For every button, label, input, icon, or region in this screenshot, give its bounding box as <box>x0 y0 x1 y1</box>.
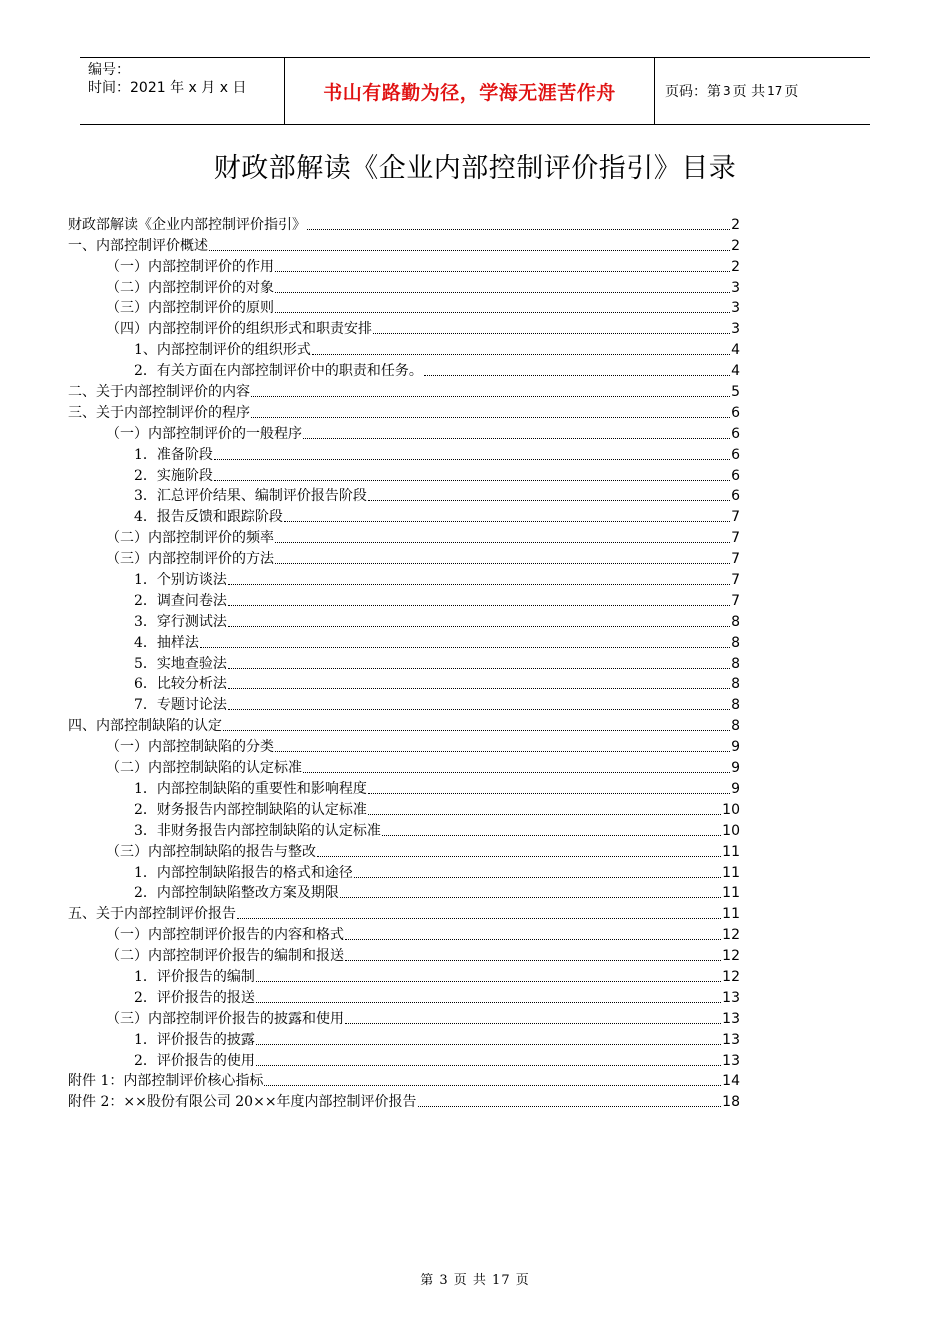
toc-entry-title: （一）内部控制评价的一般程序 <box>106 425 302 442</box>
toc-entry[interactable] <box>68 464 740 485</box>
toc-entry-title: （一）内部控制评价的作用 <box>106 258 274 275</box>
toc-entry-page: 8 <box>731 676 740 693</box>
toc-entry[interactable] <box>68 338 740 359</box>
toc-entry[interactable] <box>68 923 740 944</box>
page-total: 17 <box>767 84 783 98</box>
toc-entry-title: （一）内部控制评价报告的内容和格式 <box>106 927 344 944</box>
toc-entry-page: 18 <box>722 1094 740 1111</box>
toc-entry-page: 8 <box>731 634 740 651</box>
toc-dot-leader <box>275 751 730 752</box>
toc-entry[interactable] <box>68 443 740 464</box>
toc-entry[interactable] <box>68 840 740 861</box>
toc-dot-leader <box>382 835 721 836</box>
toc-dot-leader <box>256 1002 721 1003</box>
toc-dot-leader <box>354 877 721 878</box>
toc-entry-title: 1．内部控制缺陷的重要性和影响程度 <box>134 780 367 797</box>
toc-dot-leader <box>228 709 730 710</box>
toc-entry[interactable] <box>68 652 740 673</box>
toc-entry-title: （二）内部控制评价报告的编制和报送 <box>106 948 344 965</box>
toc-entry[interactable] <box>68 693 740 714</box>
toc-entry[interactable] <box>68 902 740 923</box>
toc-entry-page: 3 <box>731 321 740 338</box>
page-mid: 页 共 <box>732 84 766 100</box>
toc-entry-page: 5 <box>731 384 740 401</box>
toc-entry-page: 9 <box>731 780 740 797</box>
toc-dot-leader <box>228 688 730 689</box>
toc-entry[interactable] <box>68 735 740 756</box>
toc-entry[interactable] <box>68 965 740 986</box>
toc-entry-page: 3 <box>731 279 740 296</box>
toc-entry-page: 6 <box>731 425 740 442</box>
toc-dot-leader <box>237 918 721 919</box>
toc-entry[interactable] <box>68 861 740 882</box>
toc-entry-title: 附件 2：××股份有限公司 20××年度内部控制评价报告 <box>68 1094 417 1111</box>
toc-entry[interactable] <box>68 610 740 631</box>
toc-dot-leader <box>368 814 721 815</box>
toc-dot-leader <box>307 229 730 230</box>
toc-entry-page: 7 <box>731 572 740 589</box>
toc-entry-title: （三）内部控制评价的原则 <box>106 300 274 317</box>
toc-entry[interactable] <box>68 547 740 568</box>
toc-dot-leader <box>256 1065 721 1066</box>
toc-dot-leader <box>251 396 730 397</box>
toc-entry-page: 8 <box>731 655 740 672</box>
table-of-contents <box>68 213 740 1111</box>
toc-entry-title: （二）内部控制评价的对象 <box>106 279 274 296</box>
toc-entry[interactable] <box>68 819 740 840</box>
toc-entry[interactable] <box>68 1049 740 1070</box>
toc-entry[interactable] <box>68 1028 740 1049</box>
toc-entry[interactable] <box>68 317 740 338</box>
toc-dot-leader <box>256 981 721 982</box>
toc-entry[interactable] <box>68 401 740 422</box>
toc-entry-title: （一）内部控制缺陷的分类 <box>106 739 274 756</box>
toc-entry-page: 7 <box>731 551 740 568</box>
page-suffix: 页 <box>784 84 799 100</box>
toc-entry-title: 6．比较分析法 <box>134 676 227 693</box>
toc-entry-title: （二）内部控制缺陷的认定标准 <box>106 760 302 777</box>
toc-dot-leader <box>228 626 730 627</box>
toc-dot-leader <box>200 647 730 648</box>
toc-entry-title: 7．专题讨论法 <box>134 697 227 714</box>
toc-entry-title: 1．评价报告的编制 <box>134 968 255 985</box>
toc-entry-page: 12 <box>722 968 740 985</box>
toc-entry-title: （三）内部控制缺陷的报告与整改 <box>106 843 316 860</box>
toc-entry-page: 8 <box>731 613 740 630</box>
toc-entry-page: 4 <box>731 342 740 359</box>
page-current: 3 <box>723 84 731 98</box>
toc-entry-page: 6 <box>731 446 740 463</box>
toc-entry[interactable] <box>68 777 740 798</box>
toc-entry-title: 1．评价报告的披露 <box>134 1031 255 1048</box>
toc-entry[interactable] <box>68 485 740 506</box>
toc-entry-title: 一、内部控制评价概述 <box>68 237 208 254</box>
toc-entry-page: 7 <box>731 509 740 526</box>
toc-entry-title: 二、关于内部控制评价的内容 <box>68 384 250 401</box>
toc-entry-page: 10 <box>722 801 740 818</box>
page-footer: 第 3 页 共 17 页 <box>420 1273 530 1288</box>
toc-dot-leader <box>228 584 730 585</box>
toc-entry[interactable] <box>68 631 740 652</box>
document-title: 财政部解读《企业内部控制评价指引》目录 <box>213 153 737 184</box>
header-page-info <box>655 58 870 124</box>
toc-entry[interactable] <box>68 505 740 526</box>
toc-entry-title: 附件 1：内部控制评价核心指标 <box>68 1073 264 1090</box>
toc-entry-title: 5．实地查验法 <box>134 655 227 672</box>
toc-entry[interactable] <box>68 213 740 234</box>
toc-dot-leader <box>209 250 730 251</box>
toc-entry-page: 2 <box>731 258 740 275</box>
toc-entry[interactable] <box>68 1007 740 1028</box>
toc-dot-leader <box>418 1106 722 1107</box>
toc-entry[interactable] <box>68 276 740 297</box>
toc-entry-title: 4．抽样法 <box>134 634 199 651</box>
toc-entry-title: 3．穿行测试法 <box>134 613 227 630</box>
toc-entry-title: 2．有关方面在内部控制评价中的职责和任务。 <box>134 363 423 380</box>
toc-entry-page: 12 <box>722 927 740 944</box>
toc-dot-leader <box>303 772 730 773</box>
toc-entry-page: 8 <box>731 718 740 735</box>
toc-entry[interactable] <box>68 297 740 318</box>
toc-entry-title: 2．评价报告的使用 <box>134 1052 255 1069</box>
header-motto: 书山有路勤为径，学海无涯苦作舟 <box>323 81 616 104</box>
toc-entry-page: 13 <box>722 989 740 1006</box>
header-meta <box>80 58 284 124</box>
toc-dot-leader <box>275 292 730 293</box>
toc-dot-leader <box>228 605 730 606</box>
toc-entry-page: 8 <box>731 697 740 714</box>
toc-entry-title: 三、关于内部控制评价的程序 <box>68 404 250 421</box>
toc-entry-title: 五、关于内部控制评价报告 <box>68 906 236 923</box>
toc-entry-title: 1．个别访谈法 <box>134 572 227 589</box>
toc-entry-title: （三）内部控制评价的方法 <box>106 551 274 568</box>
toc-dot-leader <box>303 438 730 439</box>
toc-entry-page: 7 <box>731 530 740 547</box>
toc-entry[interactable] <box>68 1090 740 1111</box>
toc-entry-page: 6 <box>731 488 740 505</box>
toc-dot-leader <box>340 897 721 898</box>
toc-dot-leader <box>251 417 730 418</box>
toc-entry[interactable] <box>68 1070 740 1091</box>
toc-entry-title: 2．财务报告内部控制缺陷的认定标准 <box>134 801 367 818</box>
document-number-label: 编号： <box>88 62 130 78</box>
toc-dot-leader <box>228 668 730 669</box>
toc-entry[interactable] <box>68 944 740 965</box>
toc-entry[interactable] <box>68 673 740 694</box>
toc-entry-title: 财政部解读《企业内部控制评价指引》 <box>68 216 306 233</box>
toc-dot-leader <box>275 312 730 313</box>
toc-entry[interactable] <box>68 714 740 735</box>
toc-dot-leader <box>284 521 730 522</box>
toc-dot-leader <box>256 1044 721 1045</box>
toc-entry-page: 11 <box>722 906 740 923</box>
toc-entry[interactable] <box>68 756 740 777</box>
toc-entry-page: 9 <box>731 739 740 756</box>
toc-entry-page: 3 <box>731 300 740 317</box>
toc-entry[interactable] <box>68 882 740 903</box>
toc-entry-page: 11 <box>722 843 740 860</box>
toc-dot-leader <box>317 856 721 857</box>
toc-entry-page: 6 <box>731 467 740 484</box>
toc-dot-leader <box>312 354 730 355</box>
toc-entry-page: 7 <box>731 592 740 609</box>
document-date: 时间：2021 年 x 月 x 日 <box>88 80 247 96</box>
toc-dot-leader <box>275 563 730 564</box>
toc-entry-page: 13 <box>722 1010 740 1027</box>
toc-entry-title: 四、内部控制缺陷的认定 <box>68 718 222 735</box>
page-prefix: 页码：第 <box>665 84 721 100</box>
toc-entry[interactable] <box>68 798 740 819</box>
toc-entry-title: 2．调查问卷法 <box>134 592 227 609</box>
toc-entry-title: 1．内部控制缺陷报告的格式和途径 <box>134 864 353 881</box>
toc-entry[interactable] <box>68 422 740 443</box>
toc-entry-page: 2 <box>731 216 740 233</box>
toc-dot-leader <box>368 500 730 501</box>
toc-entry-title: 2．评价报告的报送 <box>134 989 255 1006</box>
toc-entry-title: 3．汇总评价结果、编制评价报告阶段 <box>134 488 367 505</box>
toc-entry-title: 3．非财务报告内部控制缺陷的认定标准 <box>134 822 381 839</box>
toc-entry-page: 2 <box>731 237 740 254</box>
toc-dot-leader <box>373 333 730 334</box>
toc-entry[interactable] <box>68 526 740 547</box>
toc-entry-page: 4 <box>731 363 740 380</box>
toc-entry[interactable] <box>68 255 740 276</box>
toc-dot-leader <box>214 480 730 481</box>
toc-entry-title: （二）内部控制评价的频率 <box>106 530 274 547</box>
toc-entry-title: （三）内部控制评价报告的披露和使用 <box>106 1010 344 1027</box>
toc-dot-leader <box>368 793 730 794</box>
toc-entry-title: 1、内部控制评价的组织形式 <box>134 342 311 359</box>
toc-dot-leader <box>345 939 721 940</box>
toc-dot-leader <box>264 1085 721 1086</box>
toc-entry-page: 14 <box>722 1073 740 1090</box>
toc-entry-page: 13 <box>722 1052 740 1069</box>
toc-entry[interactable] <box>68 568 740 589</box>
toc-entry-title: 4．报告反馈和跟踪阶段 <box>134 509 283 526</box>
toc-entry-title: 2．内部控制缺陷整改方案及期限 <box>134 885 339 902</box>
page-header <box>80 57 870 125</box>
toc-dot-leader <box>223 730 730 731</box>
toc-dot-leader <box>214 459 730 460</box>
toc-entry-page: 6 <box>731 404 740 421</box>
toc-entry-title: （四）内部控制评价的组织形式和职责安排 <box>106 321 372 338</box>
toc-entry-page: 12 <box>722 948 740 965</box>
header-motto-cell <box>284 58 655 124</box>
toc-entry-page: 11 <box>722 885 740 902</box>
toc-entry[interactable] <box>68 589 740 610</box>
toc-entry-page: 10 <box>722 822 740 839</box>
toc-dot-leader <box>345 960 721 961</box>
toc-dot-leader <box>275 271 730 272</box>
toc-entry[interactable] <box>68 359 740 380</box>
toc-dot-leader <box>345 1023 721 1024</box>
toc-entry-title: 1．准备阶段 <box>134 446 213 463</box>
toc-dot-leader <box>275 542 730 543</box>
toc-entry[interactable] <box>68 234 740 255</box>
toc-entry[interactable] <box>68 380 740 401</box>
toc-entry-page: 11 <box>722 864 740 881</box>
toc-entry[interactable] <box>68 986 740 1007</box>
toc-entry-page: 9 <box>731 760 740 777</box>
toc-dot-leader <box>424 375 730 376</box>
toc-entry-title: 2．实施阶段 <box>134 467 213 484</box>
toc-entry-page: 13 <box>722 1031 740 1048</box>
